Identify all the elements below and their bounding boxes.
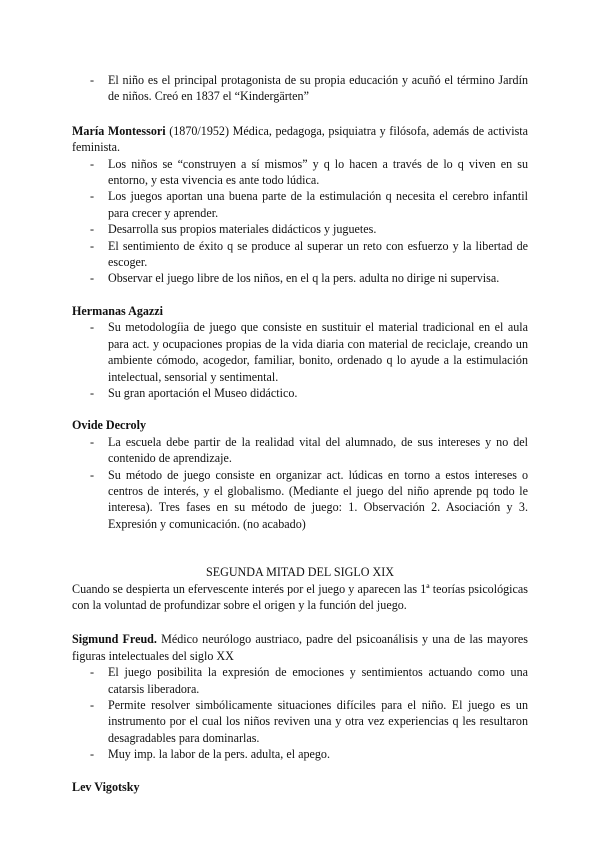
decroly-section	[72, 417, 528, 532]
author-description: Médico neurólogo austriaco, padre del psicoanálisis y una de las mayores figuras intelectuales del siglo XX	[72, 632, 528, 663]
bullet-dash: -	[90, 156, 95, 171]
vigotsky-section	[72, 779, 528, 795]
bullet-text: Muy imp. la labor de la pers. adulta, el apego.	[108, 747, 330, 762]
list-item	[72, 188, 528, 221]
list-item	[72, 319, 528, 385]
bullet-dash: -	[90, 271, 95, 286]
bullet-dash: -	[90, 434, 95, 449]
montessori-bullet-list	[72, 156, 528, 287]
agazzi-bullet-list	[72, 319, 528, 401]
section-paragraph: Cuando se despierta un efervescente interés por el juego y aparecen las 1ª teorías psicológicas con la voluntad de profundizar sobre el origen y la función del juego.	[72, 581, 528, 612]
freud-section	[72, 631, 528, 762]
intro-bullet-list	[72, 72, 528, 105]
bullet-text: El niño es el principal protagonista de su propia educación y acuñó el término Jardín de niños. Creó en 1837 el “Kindergärten”	[108, 73, 528, 104]
bullet-text: El sentimiento de éxito q se produce al superar un reto con esfuerzo y la libertad de escoger.	[108, 238, 528, 270]
list-item	[72, 664, 528, 697]
agazzi-section	[72, 303, 528, 401]
bullet-text: La escuela debe partir de la realidad vital del alumnado, de sus intereses y no del contenido de aprendizaje.	[108, 434, 528, 466]
list-item	[72, 72, 528, 105]
list-item	[72, 156, 528, 189]
author-description: (1870/1952) Médica, pedagoga, psiquiatra y filósofa, además de activista feminista.	[72, 123, 529, 155]
montessori-heading	[72, 123, 528, 156]
list-item	[72, 697, 528, 746]
bullet-dash: -	[90, 189, 95, 204]
segunda-mitad-section	[72, 564, 528, 613]
bullet-text: Los niños se “construyen a sí mismos” y q lo hacen a través de lo q viven en su entorno, y esta vivencia es ante todo lúdica.	[108, 156, 528, 188]
bullet-dash: -	[90, 222, 95, 237]
list-item	[72, 467, 528, 533]
bullet-text: Observar el juego libre de los niños, en el q la pers. adulta no dirige ni supervisa.	[108, 271, 500, 286]
bullet-text: Su método de juego consiste en organizar act. lúdicas en torno a estos intereses o centros de interés, y el globalismo. (Mediante el juego del niño aprende pq todo le interesa). Tres fases en su método de juego: 1. Observación 2. Asociación y 3. Expresión y comunicación. (no acabado)	[108, 467, 528, 531]
bullet-dash: -	[90, 698, 95, 712]
bullet-text: Los juegos aportan una buena parte de la estimulación q necesita el cerebro infantil para crecer y aprender.	[108, 189, 528, 220]
list-item	[72, 434, 528, 467]
bullet-dash: -	[90, 665, 95, 680]
author-name: Hermanas Agazzi	[72, 303, 164, 318]
list-item	[72, 238, 528, 271]
author-name: Sigmund Freud.	[72, 632, 157, 647]
author-name: Lev Vigotsky	[72, 779, 140, 794]
list-item	[72, 385, 528, 401]
section-title: SEGUNDA MITAD DEL SIGLO XIX	[205, 565, 395, 580]
bullet-text: Su gran aportación el Museo didáctico.	[108, 385, 298, 400]
bullet-dash: -	[90, 747, 95, 762]
bullet-text: Permite resolver simbólicamente situaciones difíciles para el niño. El juego es un instrumento por el cual los niños reviven una y otra vez experiencias q les resultaron desagradables para dominarlas.	[108, 698, 528, 745]
bullet-dash: -	[90, 320, 95, 335]
freud-bullet-list	[72, 664, 528, 762]
bullet-dash: -	[90, 73, 95, 87]
list-item	[72, 270, 528, 286]
freud-heading	[72, 631, 528, 664]
list-item	[72, 221, 528, 237]
list-item	[72, 746, 528, 762]
montessori-section	[72, 123, 528, 287]
bullet-text: Su metodologíia de juego que consiste en sustituir el material tradicional en el aula para act. y ocupaciones propias de la vida diaria con material de reciclaje, creando un ambiente cómodo, acogedor, familiar, bonito, ordenado q lo ayude a la estimulación intelectual, sensorial y sentimental.	[108, 320, 528, 384]
bullet-dash: -	[90, 385, 95, 400]
author-name: María Montessori	[72, 123, 166, 138]
bullet-text: Desarrolla sus propios materiales didácticos y juguetes.	[108, 222, 377, 237]
bullet-dash: -	[90, 467, 95, 482]
author-name: Ovide Decroly	[72, 418, 147, 433]
bullet-text: El juego posibilita la expresión de emociones y sentimientos actuando como una catarsis liberadora.	[108, 665, 528, 696]
bullet-dash: -	[90, 238, 95, 253]
decroly-bullet-list	[72, 434, 528, 532]
